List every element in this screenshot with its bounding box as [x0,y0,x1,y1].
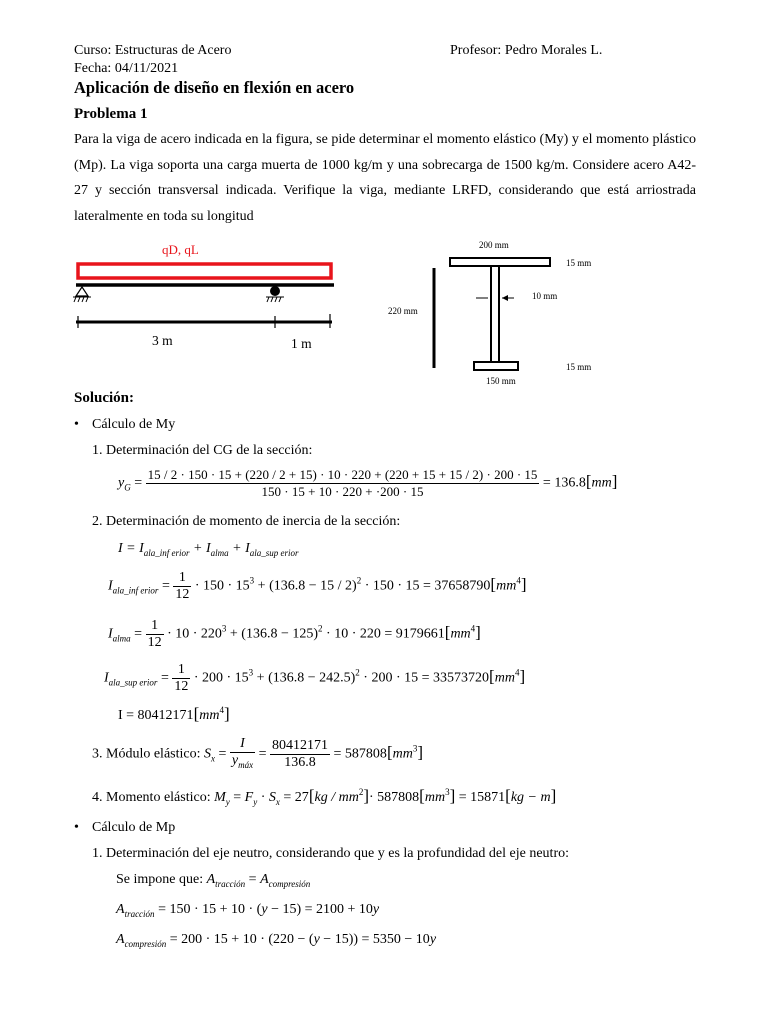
course-label: Curso: Estructuras de Acero [74,43,232,58]
yg-result: = 136.8 [542,475,586,491]
inertia-superior-equation: $I_{ala\_sup erior}$ = $\frac{1}{12}$ · $200 \cdot 15^3 + (136.8 - 242.5)^2 \cdot 200 \cdot 15 = 33573720[mm^4]$ [104,662,526,694]
yg-equation: $y_G$ = 15 / 2 · 150 · 15 + (220 / 2 + 15) · 10 · 220 + (220 + 15 + 15 / 2) · 200 · 15 150 · 15 + 10 · 220 + ·200 · 15 = 136.8[mm] [118,467,618,499]
load-label: qD, qL [162,242,199,257]
professor-label: Profesor: Pedro Morales L. [450,43,603,58]
bullet-my: • Cálculo de My [92,417,175,433]
problem-statement: Para la viga de acero indicada en la figura, se pide determinar el momento elástico (My) y el momento plástico (Mp). La viga soporta una carga muerta de 1000 kg/m y una sobrecarga de 1500 kg/m. Considere acero A42-27 y sección transversal indicada. Verifique la viga, mediante LRFD, considerando que está arriostrada lateralmente en toda su longitud [74,132,696,224]
yg-unit: mm [591,475,612,491]
beam-diagram [70,238,345,358]
web-thickness: 10 mm [532,291,558,301]
area-traction-equation: $A_{tracción} = 150 \cdot 15 + 10 \cdot (y - 15) = 2100 + 10y$ [116,902,380,919]
step2-label: 2. Determinación de momento de inercia de la sección: [92,514,401,529]
roller-support [266,286,284,302]
web [491,266,499,362]
distributed-load [78,264,331,278]
area-equality: Se impone que: $A_{tracción} = A_{compresión}$ [116,872,311,889]
elastic-modulus-equation: 3. Módulo elástico: $S_x$ = $\frac{I}{y_{máx}}$ = $\frac{80412171}{136.8}$ = $587808[mm^3]$ [92,736,424,770]
inertia-sum-equation: $I = I_{ala\_inf erior} + I_{alma} + I_{ala\_sup erior}$ [118,541,299,558]
top-flange-thickness: 15 mm [566,258,592,268]
step3-label: 3. Módulo elástico: [92,746,201,762]
inertia-web-equation: $I_{alma}$ = $\frac{1}{12}$ · $10 \cdot 220^3 + (136.8 - 125)^2 \cdot 10 \cdot 220 = 9179661[mm^4]$ [108,618,481,650]
mp-step1-label: 1. Determinación del eje neutro, considerando que y es la profundidad del eje neutro: [92,846,569,861]
span1-label: 3 m [152,333,173,348]
bullet-mp: • Cálculo de Mp [92,820,175,836]
inertia-total: $I = 80412171[mm^4]$ [118,704,230,723]
step4-label: 4. Momento elástico: [92,790,211,805]
step1-label: 1. Determinación del CG de la sección: [92,443,313,458]
date-label: Fecha: 04/11/2021 [74,61,179,76]
i-section-diagram [384,236,606,386]
elastic-moment-equation: 4. Momento elástico: $M_y = F_y \cdot S_x = 27[kg / mm^2]\cdot 587808[mm^3] = 15871[kg - m]$ [92,786,557,807]
inertia-inferior-equation: $I_{ala\_inf erior}$ = $\frac{1}{12}$ · $150 \cdot 15^3 + (136.8 - 15 / 2)^2 \cdot 150 \cdot 15 = 37658790[mm^4]$ [108,570,527,602]
pin-support [73,287,91,302]
bottom-flange-width: 150 mm [486,376,516,386]
bottom-flange [474,362,518,370]
bottom-flange-thickness: 15 mm [566,362,592,372]
solution-heading: Solución: [74,390,135,406]
yg-denominator: 150 · 15 + 10 · 220 + ·200 · 15 [261,484,424,499]
span2-label: 1 m [291,336,312,351]
top-flange-width: 200 mm [479,240,509,250]
area-compression-equation: $A_{compresión} = 200 \cdot 15 + 10 \cdot (220 - (y - 15)) = 5350 - 10y$ [116,932,437,949]
yg-numerator: 15 / 2 · 150 · 15 + (220 / 2 + 15) · 10 · 220 + (220 + 15 + 15 / 2) · 200 · 15 [147,467,538,482]
problem-heading: Problema 1 [74,106,148,122]
document-title: Aplicación de diseño en flexión en acero [74,78,355,97]
top-flange [450,258,550,266]
section-height: 220 mm [388,306,418,316]
